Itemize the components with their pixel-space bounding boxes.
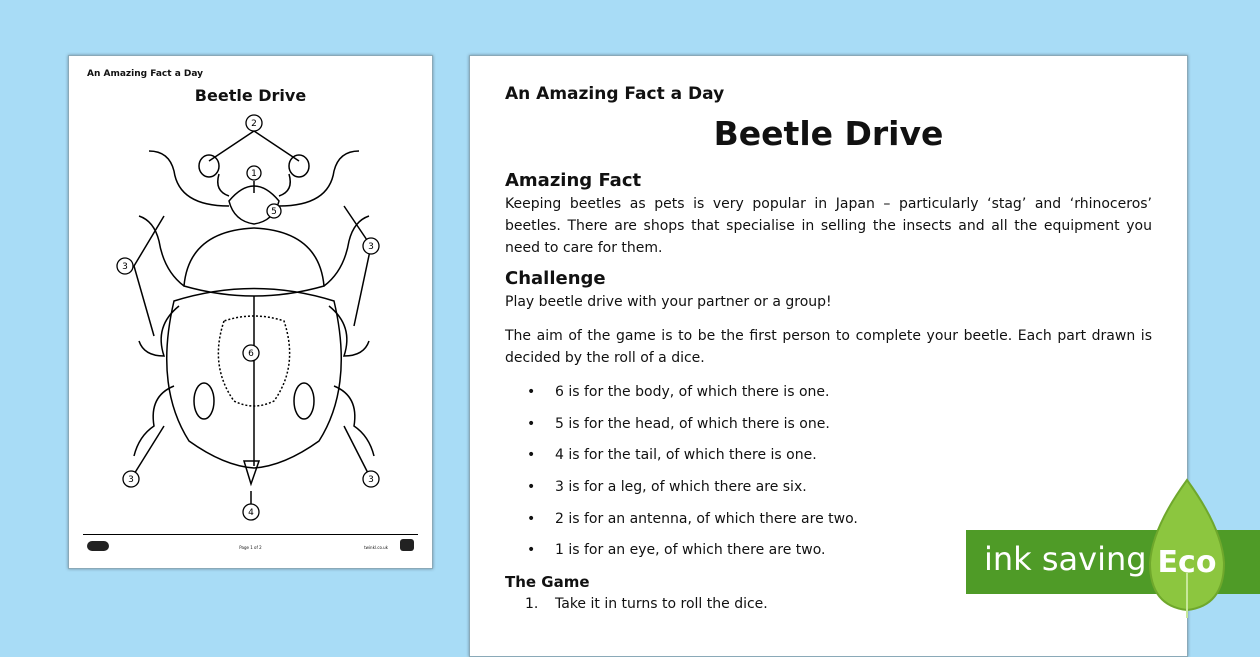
game-heading: The Game xyxy=(505,573,590,592)
rule-item: • 1 is for an eye, of which there are two. xyxy=(527,542,826,559)
beetle-thorax xyxy=(184,228,324,296)
eco-label: Eco xyxy=(1157,545,1217,580)
steps-list xyxy=(505,593,1152,615)
fact-text: Keeping beetles as pets is very popular in Japan – particularly ‘stag’ and ‘rhinoceros’ beetles. There are shops that specialise in selling the insects and all the equipment you need to care for them. xyxy=(505,196,1152,256)
thumbnail-footer xyxy=(83,534,418,559)
diagram-label-body: 6 xyxy=(248,349,254,359)
diagram-label-leg-left: 3 xyxy=(122,262,128,272)
thumbnail-title: Beetle Drive xyxy=(194,86,307,105)
thumbnail-page-number: Page 1 of 2 xyxy=(239,545,262,550)
twinkl-badge-logo xyxy=(400,539,414,551)
rule-text: 3 is for a leg, of which there are six. xyxy=(555,479,807,496)
rule-item: • 5 is for the head, of which there is one. xyxy=(527,415,830,432)
diagram-label-leg-lower-right: 3 xyxy=(368,475,374,485)
beetle-eye-right xyxy=(289,155,309,177)
step-text: Take it in turns to roll the dice. xyxy=(555,596,768,613)
main-small-title: An Amazing Fact a Day xyxy=(505,84,725,104)
rule-item: • 4 is for the tail, of which there is one. xyxy=(527,447,817,464)
beetle-tail xyxy=(244,461,259,484)
diagram-label-antenna: 2 xyxy=(251,119,257,129)
diagram-label-tail: 4 xyxy=(248,508,254,518)
rule-item: • 6 is for the body, of which there is one. xyxy=(527,384,830,400)
beetle-eye-left xyxy=(199,155,219,177)
step-number: 1. xyxy=(525,596,539,613)
ink-saving-label: ink saving xyxy=(984,540,1147,578)
beetle-diagram xyxy=(69,56,432,526)
thumbnail-small-title: An Amazing Fact a Day xyxy=(87,69,204,79)
rule-text: 6 is for the body, of which there is one. xyxy=(555,384,830,400)
challenge-heading: Challenge xyxy=(505,268,606,289)
diagram-label-head: 5 xyxy=(271,207,277,217)
diagram-label-leg-lower-left: 3 xyxy=(128,475,134,485)
aim-text: The aim of the game is to be the first person to complete your beetle. Each part drawn is decided by the roll of a dice. xyxy=(505,328,1152,366)
diagram-label-eye: 1 xyxy=(251,169,257,179)
diagram-label-leg-right: 3 xyxy=(368,242,374,252)
rule-text: 5 is for the head, of which there is one. xyxy=(555,415,830,432)
rule-text: 2 is for an antenna, of which there are two. xyxy=(555,510,858,527)
challenge-text: Play beetle drive with your partner or a group! xyxy=(505,294,832,310)
rule-text: 1 is for an eye, of which there are two. xyxy=(555,542,826,559)
rule-item: • 2 is for an antenna, of which there are two. xyxy=(527,510,858,527)
step-item xyxy=(505,593,1152,615)
fact-heading: Amazing Fact xyxy=(505,170,642,191)
main-title: Beetle Drive xyxy=(713,114,944,153)
eco-leaf-icon xyxy=(1132,478,1242,618)
thumbnail-page[interactable] xyxy=(68,55,433,569)
rule-text: 4 is for the tail, of which there is one. xyxy=(555,447,817,464)
rule-item: • 3 is for a leg, of which there are six. xyxy=(527,479,807,496)
thumbnail-url: twinkl.co.uk xyxy=(364,545,388,550)
